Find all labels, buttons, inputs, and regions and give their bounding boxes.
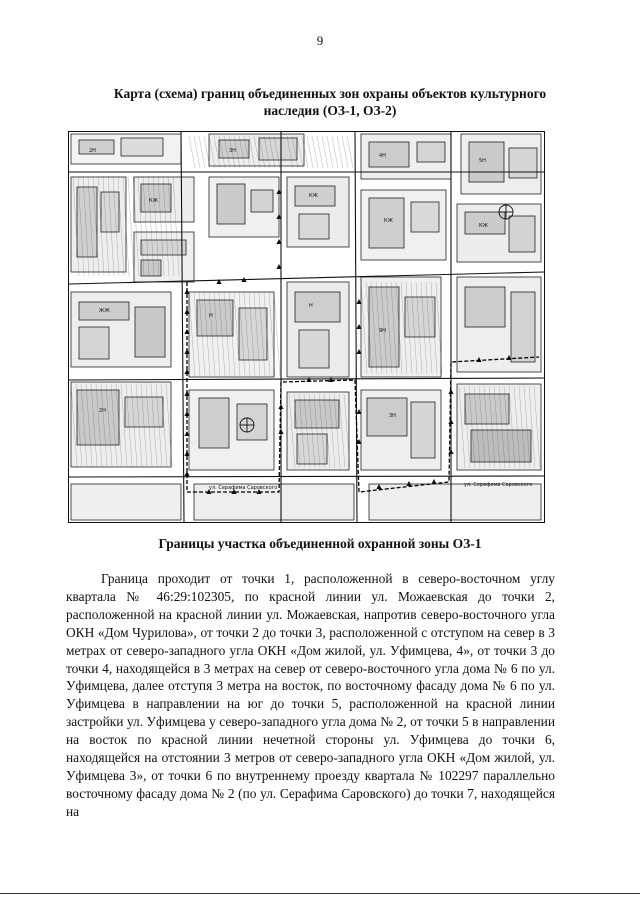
block-label: КЖ: [479, 223, 488, 229]
block-label: 2Н: [89, 148, 96, 154]
block-label: КЖ: [384, 218, 393, 224]
page-number: 9: [316, 33, 324, 48]
map-title: Карта (схема) границ объединенных зон охраны объектов культурного наследия (ОЗ-1, ОЗ-2): [113, 86, 547, 118]
boundary-marker: [406, 481, 411, 486]
block-label: Н: [309, 303, 313, 309]
boundary-marker: [278, 429, 283, 434]
block-label: КЖ: [149, 198, 158, 204]
city-blocks: [71, 134, 541, 520]
section-heading: Границы участка объединенной охранной зоны ОЗ-1: [158, 536, 482, 551]
block-label: 4Н: [379, 153, 386, 159]
block-label: Н: [209, 313, 213, 319]
block-label: 3Н: [389, 413, 396, 419]
map-drawing: [69, 132, 544, 522]
block-label: 2Н: [99, 408, 106, 414]
block-label: ЖЖ: [99, 308, 110, 314]
page-bottom-rule: [0, 893, 640, 894]
boundary-marker: [448, 419, 453, 424]
boundary-map: [68, 131, 545, 523]
street-label-left: ул. Серафима Саровского: [209, 485, 278, 491]
boundary-description: Граница проходит от точки 1, расположенной в северо-восточном углу квартала № 46:29:102305, по красной линии ул. Можаевская до точки 2, расположенной на красной линии ул. Можаевская, напротив северо-восточного угла ОКН «Дом Чурилова», от точки 2 до точки 3, расположенной с отступом на север в 3 метрах от северо-западного угла ОКН «Дом жилой, ул. Уфимцева, 4», от точки 3 до точки 4, находящейся в 3 метрах на север от северо-восточного угла дома № 6 по ул. Уфимцева, далее отступя 3 метра на восток, по восточному фасаду дома № 6 по ул. Уфимцева в направлении на юг до точки 5, расположенной на красной линии застройки ул. Уфимцева у северо-западного угла дома № 2, от точки 5 в направлении на восток по красной линии нечетной стороны ул. Уфимцева до точки 6, находящейся на отстоянии 3 метров от северо-западного угла ОКН «Дом жилой, ул. Уфимцева 3», от точки 6 по внутреннему проезду квартала № 102297 параллельно восточному фасаду дома № 2 (по ул. Серафима Саровского) до точки 7, находящейся на: [66, 571, 555, 819]
block-label: КЖ: [309, 193, 318, 199]
block-label: 9Н: [379, 328, 386, 334]
block-label: 5Н: [479, 158, 486, 164]
street-label-right: ул. Серафима Саровского: [464, 482, 533, 488]
block-label: 3Н: [229, 148, 236, 154]
